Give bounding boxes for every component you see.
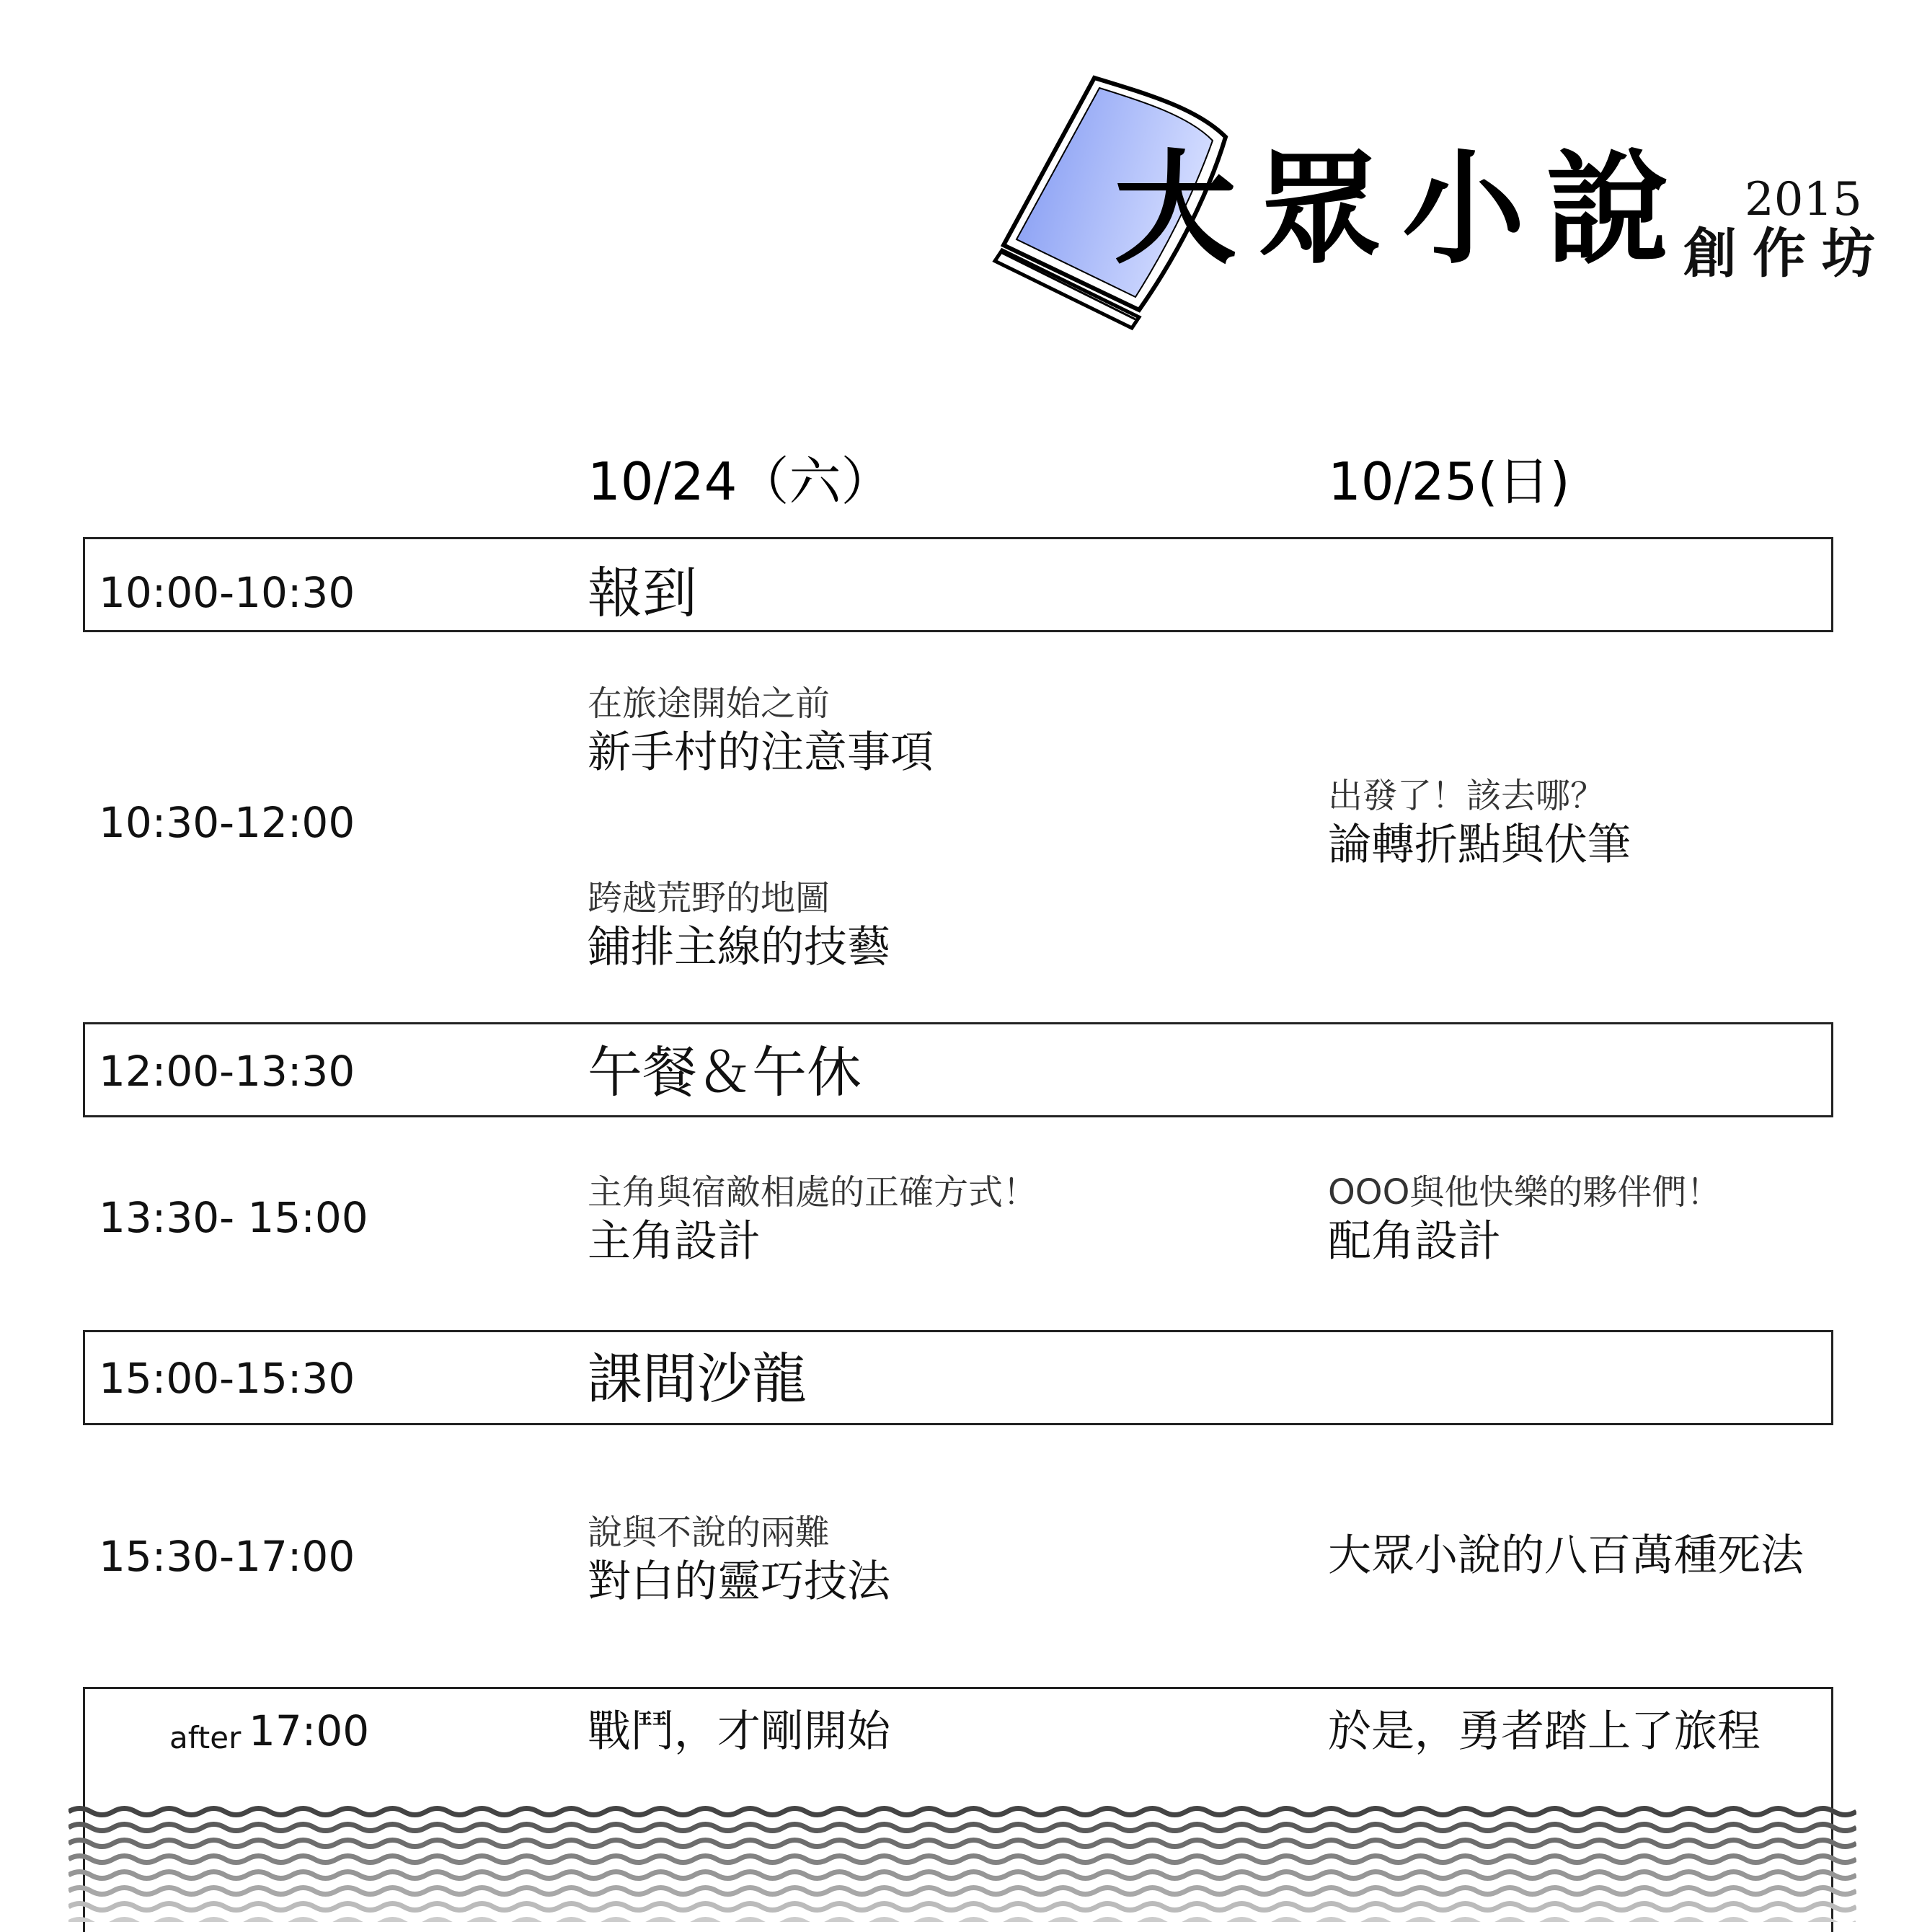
lunch-label: 午餐＆午休 xyxy=(588,1040,862,1104)
session-title: 戰鬥，才剛開始 xyxy=(588,1706,890,1757)
session-item xyxy=(1328,1172,1722,1267)
day-header-sat: 10/24（六） xyxy=(588,451,893,512)
wave-line xyxy=(68,1825,1856,1831)
wave-line xyxy=(68,1904,1856,1910)
time-prefix: after xyxy=(169,1720,242,1755)
event-subtitle: 創作坊 xyxy=(1683,223,1891,285)
session-title: 論轉折點與伏筆 xyxy=(1328,820,1631,870)
day-header-sun: 10/25(日) xyxy=(1328,451,1570,512)
checkin-label: 報到 xyxy=(588,561,697,625)
session-subtitle: 在旅途開始之前 xyxy=(588,683,831,724)
time-slot: 17:00 xyxy=(249,1706,370,1755)
wave-line xyxy=(68,1888,1856,1895)
session-item xyxy=(1328,776,1631,870)
wave-line xyxy=(68,1872,1856,1879)
title-char-3: 小 xyxy=(1402,137,1525,281)
session-subtitle: 出發了！該去哪？ xyxy=(1328,776,1606,816)
wave-line xyxy=(68,1920,1856,1923)
session-item xyxy=(588,1512,890,1607)
wave-line xyxy=(68,1856,1856,1863)
wave-line xyxy=(68,1809,1856,1815)
session-item xyxy=(588,683,934,778)
wave-decoration xyxy=(68,1799,1856,1922)
title-char-2: 眾 xyxy=(1258,137,1381,281)
title-char-1: 大 xyxy=(1114,137,1237,281)
title-char-4: 說 xyxy=(1546,137,1670,281)
session-title: 於是，勇者踏上了旅程 xyxy=(1328,1706,1761,1757)
time-slot: 13:30- 15:00 xyxy=(99,1193,368,1242)
time-slot: 12:00-13:30 xyxy=(99,1047,355,1096)
time-slot: 10:00-10:30 xyxy=(99,568,355,617)
session-subtitle: OOO與他快樂的夥伴們！ xyxy=(1328,1172,1722,1213)
session-title: 對白的靈巧技法 xyxy=(588,1556,890,1607)
time-slot: 15:30-17:00 xyxy=(99,1532,355,1581)
time-slot: 15:00-15:30 xyxy=(99,1354,355,1403)
session-title: 配角設計 xyxy=(1328,1216,1501,1267)
session-item xyxy=(588,1172,1038,1267)
session-title: 主角設計 xyxy=(588,1216,761,1267)
session-subtitle: 主角與宿敵相處的正確方式！ xyxy=(588,1172,1038,1213)
time-slot: 10:30-12:00 xyxy=(99,798,355,847)
session-title: 鋪排主線的技藝 xyxy=(588,922,890,972)
session-title: 新手村的注意事項 xyxy=(588,727,934,778)
session-subtitle: 說與不說的兩難 xyxy=(588,1512,831,1553)
session-subtitle: 跨越荒野的地圖 xyxy=(588,878,831,918)
salon-label: 課間沙龍 xyxy=(588,1347,807,1411)
session-item xyxy=(588,878,890,972)
wave-line xyxy=(68,1840,1856,1847)
event-year: 2015 xyxy=(1745,173,1862,226)
session-title: 大眾小說的八百萬種死法 xyxy=(1328,1530,1804,1581)
